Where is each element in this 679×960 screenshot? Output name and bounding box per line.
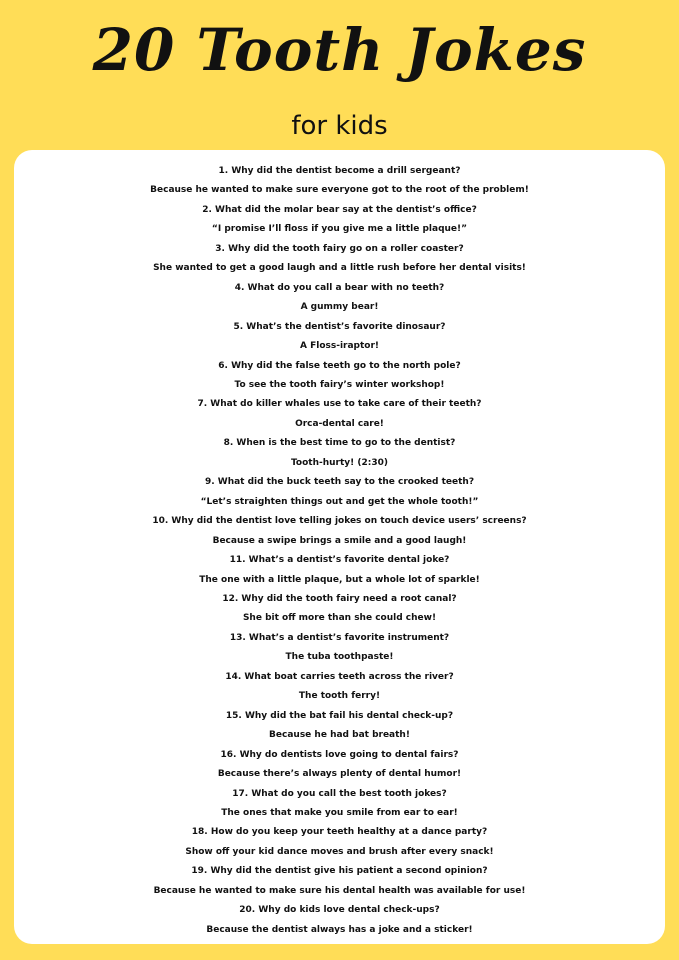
jokes-list [14, 162, 665, 940]
joke-answer: A gummy bear! [300, 302, 379, 313]
joke-answer: She bit off more than she could chew! [242, 613, 437, 624]
joke-answer: Show off your kid dance moves and brush after every snack! [185, 846, 494, 857]
joke-answer: Orca-dental care! [295, 418, 384, 429]
joke-answer: To see the tooth fairy’s winter workshop! [234, 379, 445, 390]
joke-answer: The one with a little plaque, but a whole lot of sparkle! [199, 574, 480, 585]
joke-answer: The tuba toothpaste! [285, 652, 394, 663]
joke-question: 19. Why did the dentist give his patient a second opinion? [191, 866, 488, 877]
joke-question: 9. What did the buck teeth say to the crooked teeth? [204, 477, 475, 488]
joke-question: 16. Why do dentists love going to dental fairs? [220, 749, 459, 760]
page-title: 20 Tooth Jokes [92, 16, 587, 84]
joke-question: 11. What’s a dentist’s favorite dental joke? [229, 555, 450, 566]
joke-question: 18. How do you keep your teeth healthy at a dance party? [191, 827, 488, 838]
joke-question: 20. Why do kids love dental check-ups? [239, 905, 440, 916]
page-subtitle: for kids [291, 111, 388, 141]
joke-answer: The ones that make you smile from ear to ear! [221, 807, 458, 818]
header [0, 0, 679, 150]
joke-question: 15. Why did the bat fail his dental check-up? [225, 710, 454, 721]
joke-question: 14. What boat carries teeth across the river? [225, 671, 454, 682]
joke-answer: A Floss-iraptor! [299, 341, 380, 352]
joke-question: 5. What’s the dentist’s favorite dinosaur? [233, 321, 446, 332]
joke-question: 12. Why did the tooth fairy need a root canal? [222, 593, 457, 604]
joke-answer: Tooth-hurty! (2:30) [290, 457, 389, 468]
joke-answer: Because a swipe brings a smile and a good laugh! [212, 535, 467, 546]
joke-answer: She wanted to get a good laugh and a little rush before her dental visits! [153, 263, 526, 274]
joke-question: 7. What do killer whales use to take care of their teeth? [197, 399, 482, 410]
jokes-card [14, 150, 665, 944]
joke-answer: The tooth ferry! [298, 691, 381, 702]
joke-question: 17. What do you call the best tooth jokes? [232, 788, 447, 799]
joke-answer: “I promise I’ll floss if you give me a little plaque!” [211, 224, 468, 235]
joke-question: 3. Why did the tooth fairy go on a roller coaster? [215, 243, 464, 254]
joke-question: 6. Why did the false teeth go to the north pole? [218, 360, 461, 371]
joke-answer: Because the dentist always has a joke and a sticker! [206, 924, 473, 935]
joke-answer: Because he had bat breath! [269, 730, 410, 741]
joke-question: 2. What did the molar bear say at the dentist’s office? [202, 204, 477, 215]
joke-question: 13. What’s a dentist’s favorite instrument? [229, 632, 450, 643]
joke-answer: Because he wanted to make sure his dental health was available for use! [153, 885, 526, 896]
joke-answer: Because he wanted to make sure everyone got to the root of the problem! [150, 185, 529, 196]
joke-answer: Because there’s always plenty of dental humor! [217, 769, 462, 780]
joke-question: 8. When is the best time to go to the dentist? [223, 438, 456, 449]
joke-question: 1. Why did the dentist become a drill sergeant? [218, 166, 461, 176]
joke-answer: “Let’s straighten things out and get the whole tooth!” [200, 496, 479, 507]
joke-question: 4. What do you call a bear with no teeth? [234, 282, 445, 293]
joke-question: 10. Why did the dentist love telling jokes on touch device users’ screens? [152, 516, 527, 527]
